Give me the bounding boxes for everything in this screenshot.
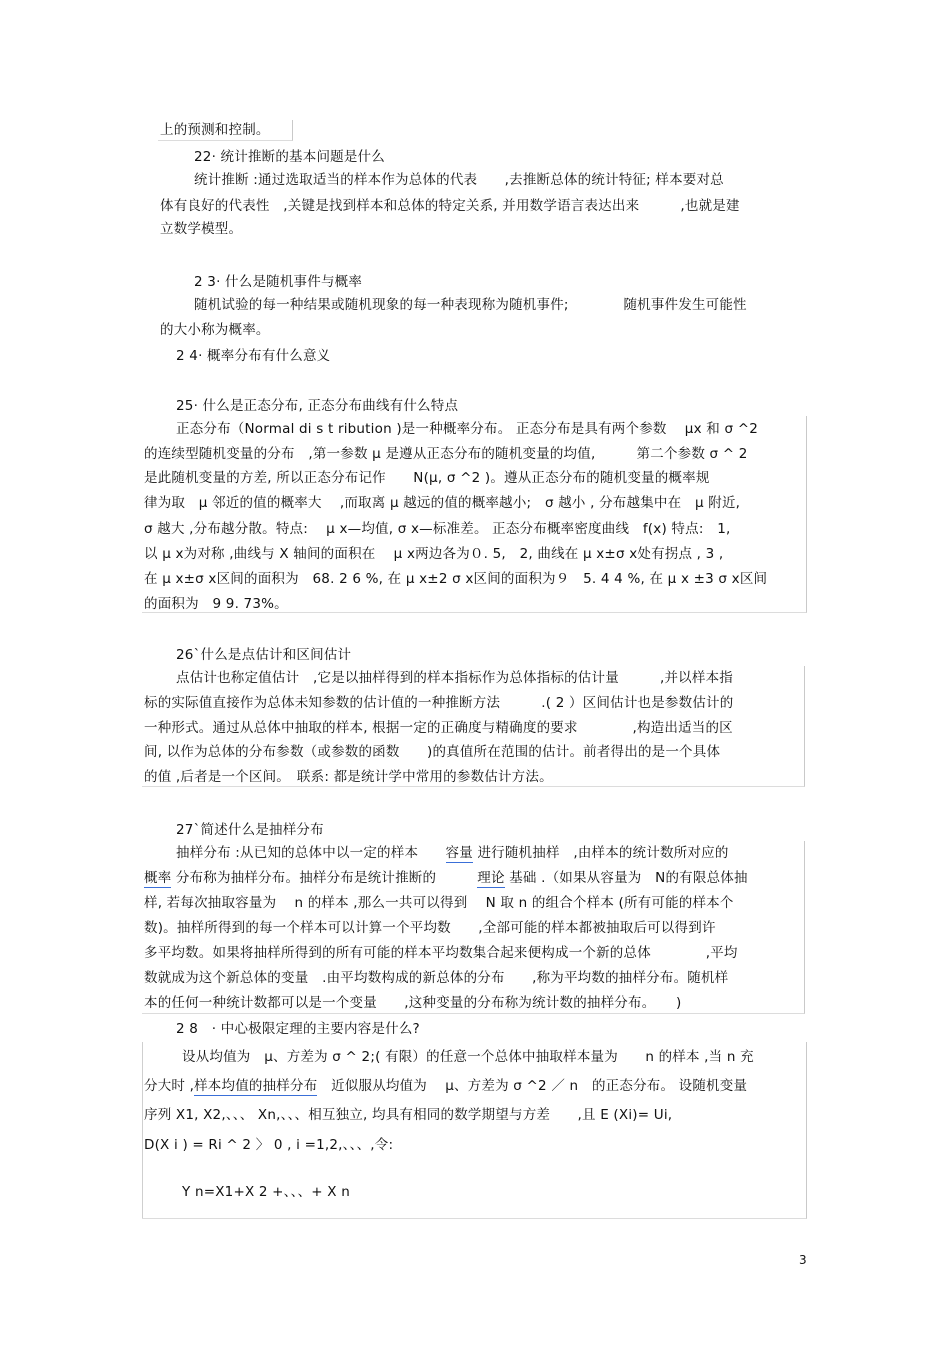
text-segment: 进行随机抽样 ,由样本的统计数所对应的 <box>472 845 729 861</box>
text-line: 数就成为这个新总体的变量 .由平均数构成的新总体的分布 ,称为平均数的抽样分布。随机样 <box>144 970 729 986</box>
text-segment: 分大时 , <box>144 1078 195 1094</box>
question-heading-23: 2 3· 什么是随机事件与概率 <box>194 274 363 290</box>
text-line: 是此随机变量的方差, 所以正态分布记作 N(μ, σ ^2 )。遵从正态分布的随机变量的概率规 <box>144 470 710 486</box>
text-line: 间, 以作为总体的分布参数（或参数的函数 )的真值所在范围的估计。前者得出的是一个具体 <box>144 744 721 760</box>
text-line: 体有良好的代表性 ,关键是找到样本和总体的特定关系, 并用数学语言表达出来 ,也就是建 <box>160 198 740 214</box>
question-heading-27: 27`简述什么是抽样分布 <box>176 822 324 838</box>
question-heading-22: 22· 统计推断的基本问题是什么 <box>194 149 385 165</box>
underlined-term: 容量 <box>445 845 473 861</box>
text-line: 律为取 μ 邻近的值的概率大 ,而取离 μ 越远的值的概率越小; σ 越小 , 分布越集中在 μ 附近, <box>144 495 741 511</box>
text-line: 上的预测和控制。 <box>160 122 270 138</box>
text-segment: 基础 .（如果从容量为 N的有限总体抽 <box>504 870 748 886</box>
formula-line: Y n=X1+X 2 +、、、+ X n <box>182 1184 350 1200</box>
text-line: 正态分布（Normal di s t ribution )是一种概率分布。 正态分布是具有两个参数 μx 和 σ ^2 <box>176 421 758 437</box>
text-line: 随机试验的每一种结果或随机现象的每一种表现称为随机事件; 随机事件发生可能性 <box>194 297 747 313</box>
question-heading-25: 25· 什么是正态分布, 正态分布曲线有什么特点 <box>176 398 459 414</box>
page-number: 3 <box>799 1253 807 1267</box>
text-line: 的面积为 9 9. 73%。 <box>144 596 288 612</box>
text-segment: 近似服从均值为 μ、方差为 σ ^2 ／ n 的正态分布。 设随机变量 <box>317 1078 748 1094</box>
text-line: 以 μ x为对称 ,曲线与 X 轴间的面积在 μ x两边各为０. 5, 2, 曲线在 μ x±σ x处有拐点 , 3 , <box>144 546 724 562</box>
question-heading-26: 26`什么是点估计和区间估计 <box>176 647 352 663</box>
text-line: 点估计也称定值估计 ,它是以抽样得到的样本指标作为总体指标的估计量 ,并以样本指 <box>176 670 733 686</box>
text-line: 多平均数。如果将抽样所得到的所有可能的样本平均数集合起来便构成一个新的总体 ,平均 <box>144 945 738 961</box>
text-line: 一种形式。通过从总体中抽取的样本, 根据一定的正确度与精确度的要求 ,构造出适当的区 <box>144 720 733 736</box>
text-line: 样, 若每次抽取容量为 n 的样本 ,那么一共可以得到 N 取 n 的组合个样本 (所有可能的样本个 <box>144 895 734 911</box>
text-line: 的值 ,后者是一个区间。 联系: 都是统计学中常用的参数估计方法。 <box>144 769 553 785</box>
text-line: 在 μ x±σ x区间的面积为 68. 2 6 %, 在 μ x±2 σ x区间的面积为９ 5. 4 4 %, 在 μ x ±3 σ x区间 <box>144 571 768 587</box>
text-line <box>144 869 748 887</box>
underlined-term: 样本均值的抽样分布 <box>194 1078 318 1094</box>
border-left-clt <box>142 1042 143 1218</box>
text-line: σ 越大 ,分布越分散。特点: μ x—均值, σ x—标准差。 正态分布概率密度曲线 f(x) 特点: 1, <box>144 521 731 537</box>
underlined-term: 概率 <box>144 870 172 886</box>
text-line: 设从均值为 μ、方差为 σ ^ 2;( 有限）的任意一个总体中抽取样本量为 n 的样本 ,当 n 充 <box>182 1049 754 1065</box>
question-heading-28: 2 8 · 中心极限定理的主要内容是什么? <box>176 1021 420 1037</box>
text-line: 立数学模型。 <box>160 221 243 237</box>
text-line: 统计推断 :通过选取适当的样本作为总体的代表 ,去推断总体的统计特征; 样本要对总 <box>194 172 724 188</box>
underlined-term: 理论 <box>477 870 505 886</box>
text-line <box>144 1077 747 1095</box>
text-segment: 分布称为抽样分布。抽样分布是统计推断的 <box>171 870 478 886</box>
text-line: 的连续型随机变量的分布 ,第一参数 μ 是遵从正态分布的随机变量的均值, 第二个参数 σ ^ 2 <box>144 446 748 462</box>
text-line: 标的实际值直接作为总体未知参数的估计值的一种推断方法 .( 2 ）区间估计也是参数估计的 <box>144 695 734 711</box>
text-line: 序列 X1, X2,、、、 Xn,、、、相互独立, 均具有相同的数学期望与方差 ,且 E (Xi)= Ui, <box>144 1107 673 1123</box>
text-line <box>176 844 729 862</box>
text-line: 本的任何一种统计数都可以是一个变量 ,这种变量的分布称为统计数的抽样分布。 ) <box>144 995 682 1011</box>
text-segment: 抽样分布 :从已知的总体中以一定的样本 <box>176 845 446 861</box>
text-line: 数)。抽样所得到的每一个样本可以计算一个平均数 ,全部可能的样本都被抽取后可以得到许 <box>144 920 716 936</box>
text-line: D(X i ) = Ri ^ 2 〉 0 , i =1,2,、、、,令: <box>144 1137 394 1153</box>
text-line: 的大小称为概率。 <box>160 322 270 338</box>
question-heading-24: 2 4· 概率分布有什么意义 <box>176 348 331 364</box>
